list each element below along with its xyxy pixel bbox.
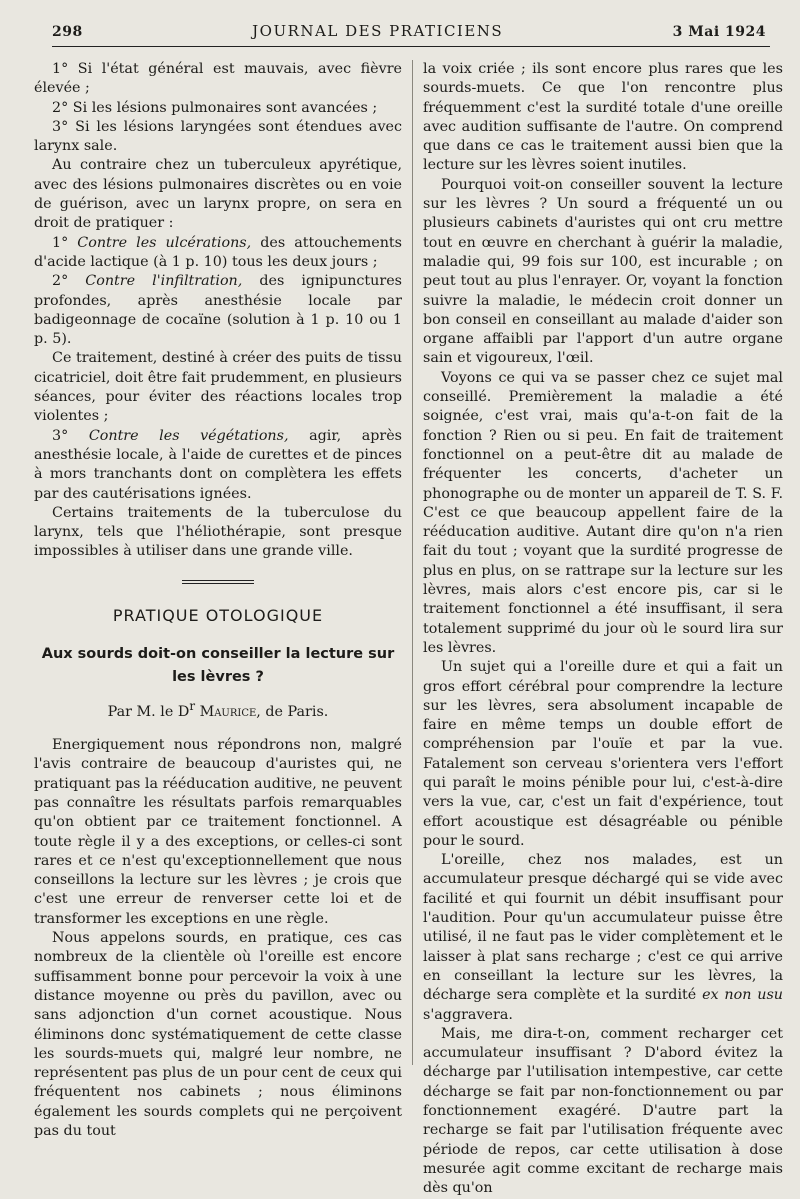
item-number: 1°	[52, 234, 69, 251]
paragraph: Mais, me dira-t-on, comment recharger cet accumulateur insuffisant ? D'abord évitez la décharge par l'utilisation intempestive, car cette décharge se fait par non-fonctionnement ou par fonctionnement exagéré. D'autre part la recharge se fait par l'utilisation fréquente avec période de repos, car cette utilisation à dose mesurée agit comme excitant de recharge mais dès qu'on	[423, 1025, 783, 1197]
journal-title: JOURNAL DES PRATICIENS	[252, 22, 504, 40]
item-text: des ignipunctures profondes, après anesthésie locale par badigeonnage de cocaïne (solution à 1 p. 10 ou 1 p. 5).	[34, 273, 403, 348]
section-divider	[182, 580, 254, 584]
paragraph: Ce traitement, destiné à créer des puits de tissu cicatriciel, doit être fait prudemment, en plusieurs séances, pour éviter des réactions locales trop violentes ;	[34, 350, 402, 425]
item-text: agir, après anesthésie locale, à l'aide de curettes et de pinces à mors tranchants dont on complètera les effets par des cautérisations ignées.	[34, 427, 403, 502]
section-heading: PRATIQUE OTOLOGIQUE	[112, 605, 324, 625]
paragraph: Nous appelons sourds, en pratique, ces cas nombreux de la clientèle où l'oreille est encore suffisamment bonne pour percevoir la voix à une distance moyenne ou près du pavillon, avec ou sans adjonction d'un cornet acoustique. Nous éliminons donc systématiquement de cette classe les sourds-muets qui, malgré leur nombre, ne représentent pas plus de un pour cent de ceux qui fréquentent nos cabinets ; nous éliminons également les sourds complets qui ne perçoivent pas du tout	[34, 930, 402, 1140]
issue-date: 3 Mai 1924	[672, 24, 766, 40]
paragraph-text: L'oreille, chez nos malades, est un accumulateur presque déchargé qui se vide avec facilité et qui fournit un débit insuffisant pour l'audition. Pour qu'un accumulateur puisse être utilisé, il ne faut pas le vider complètement et le laisser à plat sans recharge ; c'est ce qui arrive en conseillant la lecture sur les lèvres, la décharge sera complète et la surdité	[423, 852, 783, 1004]
treatment-item-vegetations	[34, 427, 402, 504]
item-heading: Contre les ulcérations,	[77, 234, 252, 251]
item-heading: Contre l'infiltration,	[85, 273, 243, 290]
article-title: Aux sourds doit-on conseiller la lecture sur les lèvres ?	[41, 646, 395, 686]
latin-phrase: ex non usu	[702, 987, 784, 1004]
byline-prefix: Par M. le D	[107, 703, 190, 720]
header-rule	[52, 46, 770, 47]
byline-superscript: r	[189, 699, 196, 714]
paragraph: Energiquement nous répondrons non, malgré l'avis contraire de beaucoup d'auristes qui, ne pratiquant pas la rééducation auditive, ne peuvent pas connaître les résultats parfois remarquables qu'on obtient par ce traitement fonctionnel. A toute règle il y a des exceptions, or celles-ci sont rares et ce n'est qu'exceptionnellement que nous conseillons la lecture sur les lèvres ; je crois que c'est une erreur de renverser cette loi et de transformer les exceptions en une règle.	[34, 737, 402, 927]
byline-suffix: , de Paris.	[256, 703, 329, 720]
paragraph: Au contraire chez un tuberculeux apyrétique, avec des lésions pulmonaires discrètes ou en voie de guérison, avec un larynx propre, on sera en droit de pratiquer :	[34, 157, 402, 232]
byline	[34, 697, 402, 722]
item-number: 3°	[52, 427, 69, 444]
paragraph: la voix criée ; ils sont encore plus rares que les sourds-muets. Ce que l'on rencontre plus fréquemment c'est la surdité totale d'une oreille avec audition suffisante de l'autre. On comprend que dans ce cas le traitement aussi bien que la lecture sur les lèvres soient inutiles.	[423, 61, 783, 174]
paragraph-text: s'aggravera.	[423, 1006, 513, 1023]
paragraph	[423, 851, 783, 1025]
author-name: Maurice	[199, 703, 257, 720]
paragraph: Pourquoi voit-on conseiller souvent la lecture sur les lèvres ? Un sourd a fréquenté un ou plusieurs cabinets d'auristes qui ont cru mettre tout en œuvre en cherchant à guérir la maladie, maladie qui, 99 fois sur 100, est incurable ; on peut tout au plus l'enrayer. Or, voyant la fonction suivre la maladie, le médecin croit donner un bon conseil en conseillant au malade d'aider son organe affaibli par l'apport d'un autre organe sain et vigoureux, l'œil.	[423, 176, 783, 367]
item-text: des attouchements d'acide lactique (à 1 p. 10) tous les deux jours ;	[34, 234, 403, 270]
treatment-item-ulcerations	[34, 234, 402, 273]
running-header	[52, 22, 766, 40]
item-number: 2°	[52, 273, 69, 290]
item-heading: Contre les végétations,	[88, 427, 289, 444]
page-number: 298	[52, 24, 83, 40]
paragraph: Voyons ce qui va se passer chez ce sujet mal conseillé. Premièrement la maladie a été soignée, c'est vrai, mais qu'a-t-on fait de la fonction ? Rien ou si peu. En fait de traitement fonctionnel on a peut-être dit au malade de fréquenter les concerts, d'acheter un phonographe ou de monter un appareil de T. S. F. C'est ce que beaucoup appellent faire de la rééducation auditive. Autant dire qu'on n'a rien fait du tout ; voyant que la surdité progresse de plus en plus, on se rattrape sur la lecture sur les lèvres, mais alors c'est encore pis, car si le traitement fonctionnel a été insuffisant, il sera totalement supprimé du jour où le sourd lira sur les lèvres.	[423, 369, 783, 656]
right-column	[412, 60, 784, 1197]
two-column-body	[34, 60, 788, 1197]
list-item: 3° Si les lésions laryngées sont étendues avec larynx sale.	[34, 118, 402, 155]
paragraph: Un sujet qui a l'oreille dure et qui a fait un gros effort cérébral pour comprendre la lecture sur les lèvres, sera absolument incapable de faire en même temps un double effort de compréhension par l'ouïe et par la vue. Fatalement son cerveau s'orientera vers l'effort qui paraît le moins pénible pour lui, c'est-à-dire vers la vue, car, c'est un fait d'expérience, tout effort acoustique est désagréable ou pénible pour le sourd.	[423, 659, 783, 849]
list-item: 1° Si l'état général est mauvais, avec fièvre élevée ;	[34, 61, 402, 97]
treatment-item-infiltration	[34, 272, 402, 349]
left-column	[34, 60, 412, 1140]
paragraph: Certains traitements de la tuberculose du larynx, tels que l'héliothérapie, sont presque impossibles à utiliser dans une grande ville.	[34, 504, 402, 560]
list-item: 2° Si les lésions pulmonaires sont avancées ;	[52, 99, 378, 116]
